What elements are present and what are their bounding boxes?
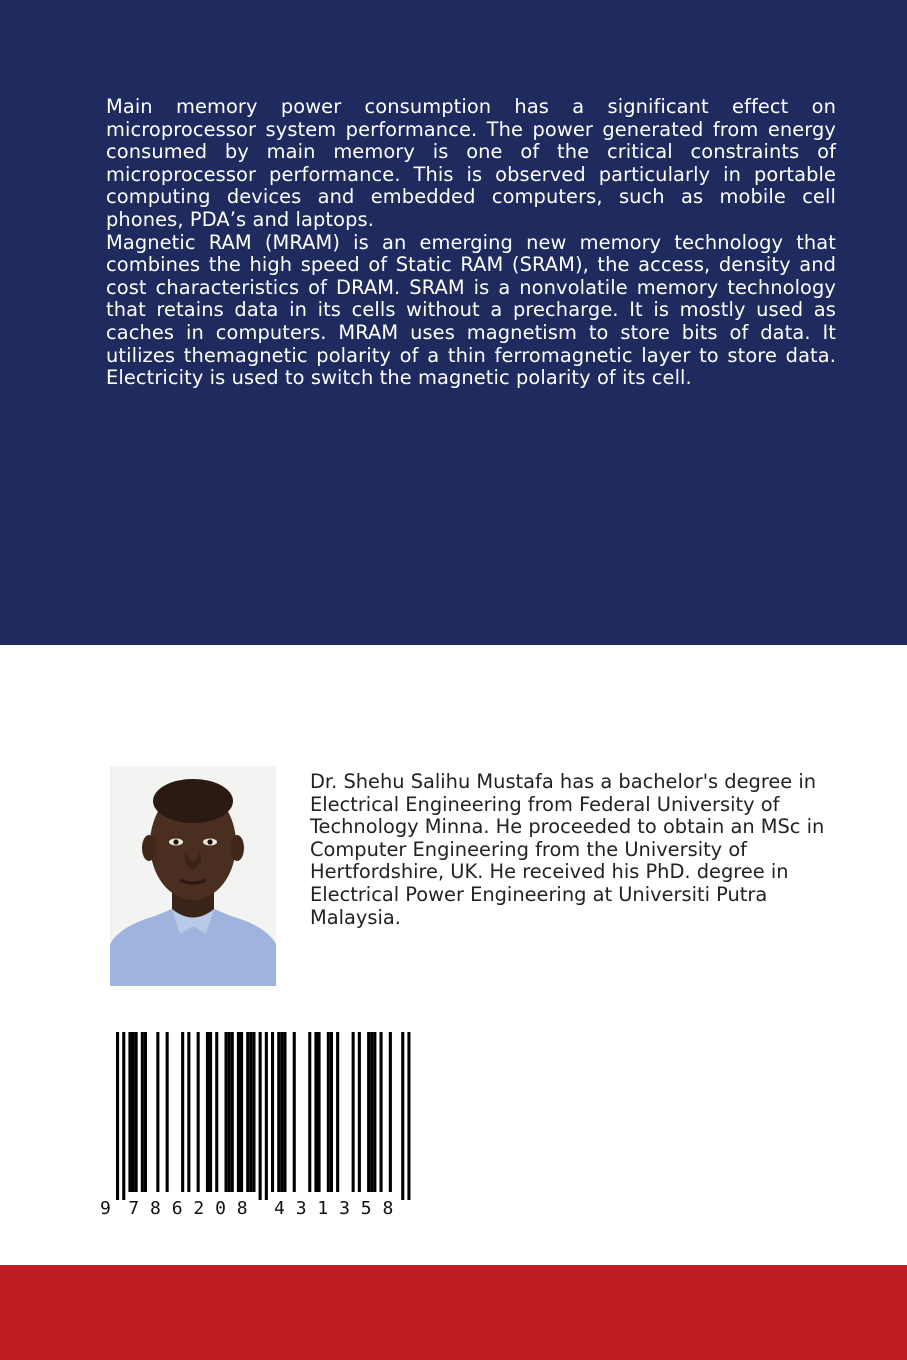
isbn-barcode <box>100 1030 420 1225</box>
barcode-bar <box>283 1032 286 1192</box>
barcode-bar <box>380 1032 383 1192</box>
back-cover-top-panel <box>0 0 907 645</box>
isbn-digits <box>100 1198 420 1224</box>
barcode-bar <box>206 1032 209 1192</box>
barcode-bar <box>187 1032 190 1192</box>
barcode-bar <box>249 1032 252 1192</box>
barcode-bar <box>280 1032 283 1192</box>
barcode-bar <box>358 1032 361 1192</box>
barcode-bar <box>237 1032 240 1192</box>
book-description <box>106 96 836 390</box>
barcode-bar <box>407 1032 410 1200</box>
bottom-color-band <box>0 1265 907 1360</box>
barcode-bar <box>336 1032 339 1192</box>
barcode-bar <box>240 1032 243 1192</box>
isbn-digit: 8 <box>150 1198 161 1219</box>
author-photo <box>110 766 276 986</box>
isbn-digit: 6 <box>171 1198 183 1219</box>
isbn-digit: 3 <box>339 1198 350 1219</box>
description-paragraph-1: Main memory power consumption has a significant effect on microprocessor system performance. The power generated from energy consumed by main memory is one of the critical constraints of microprocessor performance. This is observed particularly in portable computing devices and embedded computers, such as mobile cell phones, PDA’s and laptops. <box>106 95 836 231</box>
barcode-bar <box>156 1032 159 1192</box>
barcode-bar <box>228 1032 231 1192</box>
description-paragraph-2: Magnetic RAM (MRAM) is an emerging new memory technology that combines the high speed of Static RAM (SRAM), the access, density and cost characteristics of DRAM. SRAM is a nonvolatile memory technology that retains data in its cells without a precharge. It is mostly used as caches in computers. MRAM uses magnetism to store bits of data. It utilizes themagnetic polarity of a thin ferromagnetic layer to store data. Electricity is used to switch the magnetic polarity of its cell. <box>106 230 836 390</box>
barcode-bar <box>231 1032 234 1192</box>
barcode-bar <box>265 1032 268 1200</box>
isbn-digit: 8 <box>382 1198 394 1219</box>
isbn-digit: 3 <box>295 1198 307 1219</box>
barcode-bar <box>314 1032 317 1192</box>
barcode-bar <box>373 1032 376 1192</box>
barcode-bar <box>389 1032 392 1192</box>
barcode-bar <box>259 1032 262 1200</box>
barcode-bar <box>246 1032 249 1192</box>
isbn-digit: 0 <box>215 1198 226 1219</box>
isbn-digit: 4 <box>274 1198 285 1219</box>
barcode-bar <box>225 1032 228 1192</box>
barcode-bar <box>166 1032 169 1192</box>
barcode-bar <box>144 1032 147 1192</box>
barcode-bar <box>352 1032 355 1192</box>
barcode-bar <box>197 1032 200 1192</box>
isbn-digit: 2 <box>193 1198 205 1219</box>
barcode-bar <box>330 1032 333 1192</box>
author-bio: Dr. Shehu Salihu Mustafa has a bachelor's degree in Electrical Engineering from Federal University of Technology Minna. He proceeded to obtain an MSc in Computer Engineering from the University of Hertfordshire, UK. He received his PhD. degree in Electrical Power Engineering at Universiti Putra Malaysia. <box>310 770 825 929</box>
isbn-digit: 5 <box>360 1198 372 1219</box>
barcode-bar <box>252 1032 255 1192</box>
barcode-bar <box>370 1032 373 1192</box>
barcode-bar <box>318 1032 321 1192</box>
barcode-bar <box>271 1032 274 1192</box>
barcode-bar <box>327 1032 330 1192</box>
barcode-bar <box>122 1032 125 1200</box>
barcode-bar <box>135 1032 138 1192</box>
barcode-bar <box>132 1032 135 1192</box>
barcode-bar <box>141 1032 144 1192</box>
barcode-bar <box>128 1032 131 1192</box>
barcode-bar <box>116 1032 119 1200</box>
isbn-digit: 9 <box>100 1198 111 1219</box>
barcode-bar <box>209 1032 212 1192</box>
barcode-bar <box>308 1032 311 1192</box>
isbn-digit: 1 <box>317 1198 329 1219</box>
barcode-bar <box>277 1032 280 1192</box>
isbn-digit: 8 <box>236 1198 248 1219</box>
isbn-digit: 7 <box>128 1198 140 1219</box>
barcode-bar <box>401 1032 404 1200</box>
barcode-bar <box>293 1032 296 1192</box>
barcode-bar <box>181 1032 184 1192</box>
barcode-bar <box>215 1032 218 1192</box>
barcode-bar <box>367 1032 370 1192</box>
